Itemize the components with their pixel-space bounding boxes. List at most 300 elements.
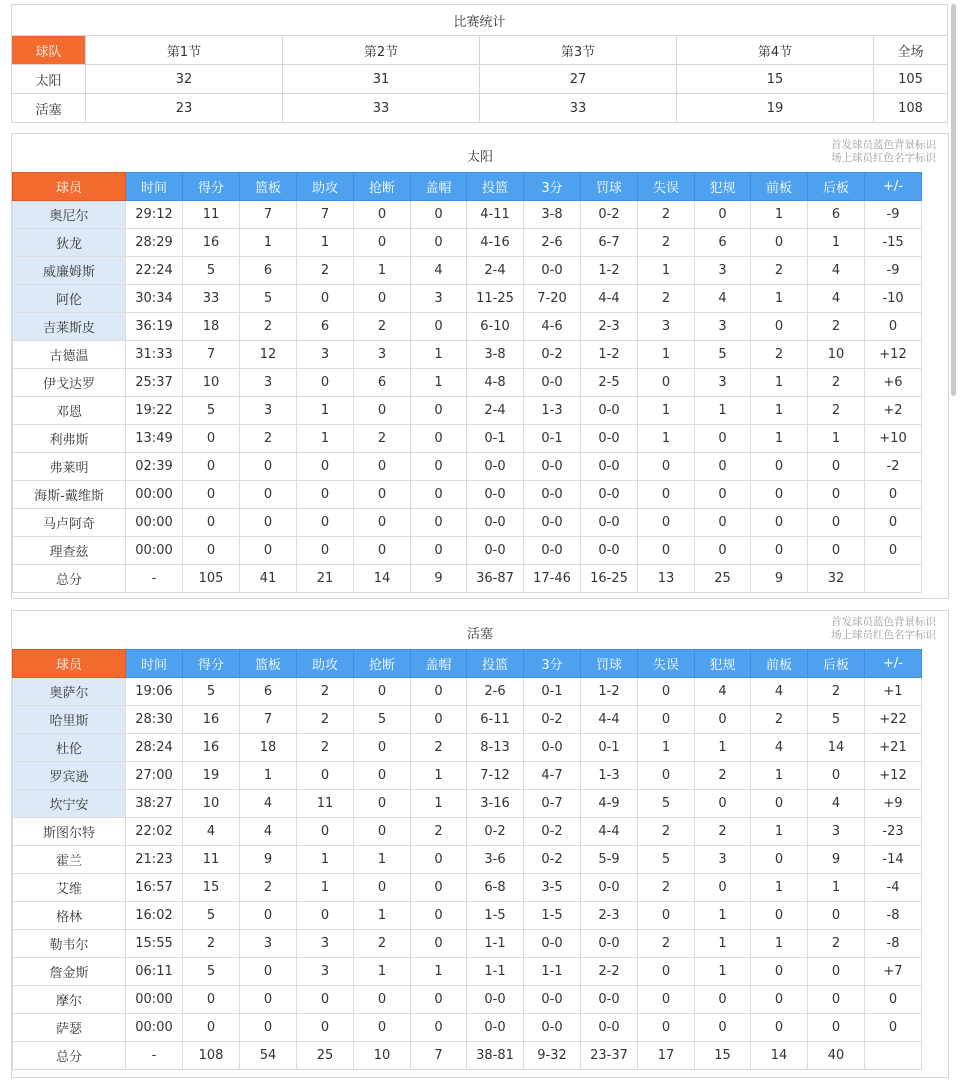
stat-ft: 1-3 <box>581 762 638 790</box>
oncourt-note: 场上球员红色名字标识 <box>831 629 936 641</box>
stat-steals: 2 <box>354 425 411 453</box>
stat-fg: 3-16 <box>467 790 524 818</box>
column-header-fg: 投篮 <box>467 173 524 201</box>
stat-rebounds: 9 <box>240 846 297 874</box>
stat-three-pt: 4-6 <box>524 313 581 341</box>
stat-blocks: 4 <box>411 257 467 285</box>
stat-ft: 2-2 <box>581 958 638 986</box>
stat-points: 19 <box>183 762 240 790</box>
stat-three-pt: 0-1 <box>524 425 581 453</box>
player-name: 哈里斯 <box>13 706 126 734</box>
stat-fg: 0-0 <box>467 453 524 481</box>
column-header-blocks: 盖帽 <box>411 650 467 678</box>
stat-blocks: 0 <box>411 678 467 706</box>
stat-def-reb: 3 <box>808 818 865 846</box>
stat-steals: 0 <box>354 397 411 425</box>
stat-off-reb: 1 <box>751 762 808 790</box>
stat-def-reb: 9 <box>808 846 865 874</box>
stats-header-row <box>13 173 922 201</box>
player-name: 理查兹 <box>13 537 126 565</box>
stat-off-reb: 4 <box>751 734 808 762</box>
total-assists: 21 <box>297 565 354 593</box>
summary-header-row <box>12 36 948 65</box>
stat-three-pt: 0-7 <box>524 790 581 818</box>
team-boxscore-panel <box>11 133 949 599</box>
stat-minutes: 00:00 <box>126 537 183 565</box>
stat-plus-minus: 0 <box>865 537 922 565</box>
stat-def-reb: 0 <box>808 902 865 930</box>
stat-blocks: 1 <box>411 369 467 397</box>
stat-off-reb: 0 <box>751 790 808 818</box>
total-def-reb: 32 <box>808 565 865 593</box>
player-row <box>13 902 922 930</box>
stat-steals: 3 <box>354 341 411 369</box>
stat-points: 10 <box>183 369 240 397</box>
summary-header-q3: 第3节 <box>480 36 677 65</box>
stat-turnovers: 2 <box>638 201 695 229</box>
stat-fg: 1-1 <box>467 930 524 958</box>
stat-minutes: 25:37 <box>126 369 183 397</box>
stat-points: 0 <box>183 1014 240 1042</box>
stat-plus-minus: -9 <box>865 201 922 229</box>
stat-assists: 0 <box>297 902 354 930</box>
stat-plus-minus: -2 <box>865 453 922 481</box>
summary-q4-score: 15 <box>677 65 874 94</box>
stat-minutes: 15:55 <box>126 930 183 958</box>
stat-steals: 1 <box>354 257 411 285</box>
player-row <box>13 706 922 734</box>
summary-header-q4: 第4节 <box>677 36 874 65</box>
stat-blocks: 0 <box>411 481 467 509</box>
totals-label: 总分 <box>13 565 126 593</box>
stat-blocks: 0 <box>411 313 467 341</box>
stat-ft: 2-3 <box>581 902 638 930</box>
stat-turnovers: 2 <box>638 930 695 958</box>
starter-note: 首发球员蓝色背景标识 <box>831 616 936 628</box>
stat-blocks: 0 <box>411 229 467 257</box>
column-header-three-pt: 3分 <box>524 173 581 201</box>
stat-points: 0 <box>183 481 240 509</box>
stat-turnovers: 0 <box>638 509 695 537</box>
stat-fg: 2-4 <box>467 257 524 285</box>
player-row <box>13 986 922 1014</box>
stat-steals: 0 <box>354 762 411 790</box>
stat-three-pt: 3-8 <box>524 201 581 229</box>
stat-plus-minus: -4 <box>865 874 922 902</box>
stat-blocks: 0 <box>411 397 467 425</box>
stat-off-reb: 1 <box>751 369 808 397</box>
player-name: 坎宁安 <box>13 790 126 818</box>
stat-def-reb: 14 <box>808 734 865 762</box>
stats-header-row <box>13 650 922 678</box>
total-minutes: - <box>126 1042 183 1070</box>
stat-ft: 0-0 <box>581 509 638 537</box>
stat-def-reb: 6 <box>808 201 865 229</box>
column-header-ft: 罚球 <box>581 650 638 678</box>
stat-assists: 0 <box>297 1014 354 1042</box>
stat-def-reb: 0 <box>808 762 865 790</box>
total-turnovers: 17 <box>638 1042 695 1070</box>
stat-off-reb: 0 <box>751 846 808 874</box>
stat-points: 5 <box>183 397 240 425</box>
stat-turnovers: 0 <box>638 958 695 986</box>
stat-assists: 0 <box>297 762 354 790</box>
stat-rebounds: 4 <box>240 790 297 818</box>
player-name: 萨瑟 <box>13 1014 126 1042</box>
stat-points: 7 <box>183 341 240 369</box>
player-name: 狄龙 <box>13 229 126 257</box>
stat-turnovers: 5 <box>638 790 695 818</box>
column-header-fouls: 犯规 <box>695 650 751 678</box>
stat-off-reb: 0 <box>751 902 808 930</box>
quarter-summary-table <box>11 4 948 123</box>
column-header-off-reb: 前板 <box>751 173 808 201</box>
stat-points: 2 <box>183 930 240 958</box>
stat-ft: 6-7 <box>581 229 638 257</box>
player-row <box>13 874 922 902</box>
stat-off-reb: 0 <box>751 986 808 1014</box>
stat-def-reb: 4 <box>808 285 865 313</box>
stat-ft: 4-4 <box>581 818 638 846</box>
player-row <box>13 341 922 369</box>
column-header-off-reb: 前板 <box>751 650 808 678</box>
column-header-plus-minus: +/- <box>865 650 922 678</box>
stat-points: 0 <box>183 537 240 565</box>
stat-steals: 6 <box>354 369 411 397</box>
stat-rebounds: 0 <box>240 902 297 930</box>
total-turnovers: 13 <box>638 565 695 593</box>
column-header-steals: 抢断 <box>354 173 411 201</box>
stat-plus-minus: 0 <box>865 986 922 1014</box>
stat-three-pt: 0-2 <box>524 818 581 846</box>
stat-steals: 2 <box>354 313 411 341</box>
stat-fouls: 1 <box>695 902 751 930</box>
player-row <box>13 818 922 846</box>
stat-steals: 0 <box>354 537 411 565</box>
stat-rebounds: 4 <box>240 818 297 846</box>
stat-plus-minus: +12 <box>865 341 922 369</box>
stat-def-reb: 1 <box>808 229 865 257</box>
stat-three-pt: 0-2 <box>524 846 581 874</box>
stat-off-reb: 0 <box>751 481 808 509</box>
stat-rebounds: 0 <box>240 958 297 986</box>
stat-turnovers: 0 <box>638 762 695 790</box>
stat-assists: 0 <box>297 481 354 509</box>
stat-rebounds: 3 <box>240 930 297 958</box>
player-name: 奥萨尔 <box>13 678 126 706</box>
stat-plus-minus: 0 <box>865 509 922 537</box>
stat-fouls: 1 <box>695 958 751 986</box>
stat-three-pt: 0-0 <box>524 537 581 565</box>
stat-turnovers: 0 <box>638 481 695 509</box>
column-header-points: 得分 <box>183 173 240 201</box>
stat-fouls: 3 <box>695 846 751 874</box>
stat-minutes: 00:00 <box>126 481 183 509</box>
total-fouls: 15 <box>695 1042 751 1070</box>
stat-minutes: 00:00 <box>126 1014 183 1042</box>
stat-minutes: 38:27 <box>126 790 183 818</box>
stat-plus-minus: 0 <box>865 481 922 509</box>
total-plus-minus <box>865 1042 922 1070</box>
stat-turnovers: 0 <box>638 453 695 481</box>
stat-blocks: 0 <box>411 846 467 874</box>
stat-points: 5 <box>183 902 240 930</box>
stat-off-reb: 1 <box>751 397 808 425</box>
total-three-pt: 17-46 <box>524 565 581 593</box>
column-header-points: 得分 <box>183 650 240 678</box>
stat-turnovers: 0 <box>638 537 695 565</box>
stat-plus-minus: 0 <box>865 1014 922 1042</box>
player-name: 霍兰 <box>13 846 126 874</box>
stat-fg: 0-0 <box>467 537 524 565</box>
stat-minutes: 22:24 <box>126 257 183 285</box>
stat-three-pt: 0-0 <box>524 1014 581 1042</box>
stat-steals: 0 <box>354 986 411 1014</box>
stat-plus-minus: +12 <box>865 762 922 790</box>
stat-blocks: 3 <box>411 285 467 313</box>
total-fg: 36-87 <box>467 565 524 593</box>
stat-minutes: 29:12 <box>126 201 183 229</box>
stat-rebounds: 12 <box>240 341 297 369</box>
stat-three-pt: 1-3 <box>524 397 581 425</box>
stat-fouls: 0 <box>695 201 751 229</box>
stat-def-reb: 2 <box>808 930 865 958</box>
stat-assists: 3 <box>297 958 354 986</box>
stat-plus-minus: -15 <box>865 229 922 257</box>
player-row <box>13 678 922 706</box>
stat-turnovers: 1 <box>638 341 695 369</box>
player-row <box>13 537 922 565</box>
stat-steals: 1 <box>354 846 411 874</box>
stat-ft: 0-1 <box>581 734 638 762</box>
stat-three-pt: 0-0 <box>524 257 581 285</box>
total-steals: 10 <box>354 1042 411 1070</box>
summary-q1-score: 23 <box>86 94 283 123</box>
stat-assists: 3 <box>297 341 354 369</box>
stat-fg: 4-8 <box>467 369 524 397</box>
stat-ft: 0-0 <box>581 397 638 425</box>
stat-rebounds: 0 <box>240 986 297 1014</box>
stat-def-reb: 2 <box>808 313 865 341</box>
totals-label: 总分 <box>13 1042 126 1070</box>
player-name: 利弗斯 <box>13 425 126 453</box>
stat-off-reb: 1 <box>751 874 808 902</box>
stat-fouls: 0 <box>695 790 751 818</box>
team-title: 活塞 <box>466 627 493 642</box>
player-row <box>13 958 922 986</box>
totals-row <box>13 565 922 593</box>
column-header-steals: 抢断 <box>354 650 411 678</box>
stat-steals: 0 <box>354 790 411 818</box>
player-name: 海斯-戴维斯 <box>13 481 126 509</box>
stat-def-reb: 0 <box>808 1014 865 1042</box>
stat-points: 18 <box>183 313 240 341</box>
stat-assists: 11 <box>297 790 354 818</box>
stat-turnovers: 3 <box>638 313 695 341</box>
stat-def-reb: 1 <box>808 425 865 453</box>
stat-minutes: 28:30 <box>126 706 183 734</box>
stat-fouls: 4 <box>695 285 751 313</box>
stat-off-reb: 2 <box>751 341 808 369</box>
team-boxscore-panel <box>11 610 949 1078</box>
stat-fg: 2-4 <box>467 397 524 425</box>
total-off-reb: 14 <box>751 1042 808 1070</box>
stat-fouls: 0 <box>695 425 751 453</box>
stat-off-reb: 0 <box>751 1014 808 1042</box>
stat-ft: 0-0 <box>581 425 638 453</box>
stat-plus-minus: +21 <box>865 734 922 762</box>
player-name: 奥尼尔 <box>13 201 126 229</box>
stat-minutes: 31:33 <box>126 341 183 369</box>
stat-def-reb: 2 <box>808 678 865 706</box>
stat-minutes: 06:11 <box>126 958 183 986</box>
stat-blocks: 0 <box>411 930 467 958</box>
stat-minutes: 30:34 <box>126 285 183 313</box>
stat-fg: 4-16 <box>467 229 524 257</box>
stat-minutes: 00:00 <box>126 509 183 537</box>
stat-assists: 0 <box>297 285 354 313</box>
total-ft: 16-25 <box>581 565 638 593</box>
summary-q3-score: 27 <box>480 65 677 94</box>
stat-ft: 0-0 <box>581 874 638 902</box>
stat-three-pt: 1-1 <box>524 958 581 986</box>
stat-assists: 1 <box>297 425 354 453</box>
stat-plus-minus: -8 <box>865 902 922 930</box>
stat-def-reb: 2 <box>808 397 865 425</box>
stat-rebounds: 1 <box>240 229 297 257</box>
stat-assists: 1 <box>297 229 354 257</box>
stat-steals: 0 <box>354 874 411 902</box>
stat-fouls: 0 <box>695 706 751 734</box>
stat-steals: 0 <box>354 734 411 762</box>
stat-fouls: 4 <box>695 678 751 706</box>
stat-fg: 0-1 <box>467 425 524 453</box>
stat-minutes: 22:02 <box>126 818 183 846</box>
stat-def-reb: 1 <box>808 874 865 902</box>
stat-def-reb: 5 <box>808 706 865 734</box>
stat-rebounds: 2 <box>240 874 297 902</box>
stat-turnovers: 0 <box>638 369 695 397</box>
stat-minutes: 19:06 <box>126 678 183 706</box>
stat-points: 5 <box>183 257 240 285</box>
total-rebounds: 54 <box>240 1042 297 1070</box>
summary-team-name: 太阳 <box>12 65 86 94</box>
stat-ft: 0-2 <box>581 201 638 229</box>
stat-assists: 0 <box>297 453 354 481</box>
column-header-player: 球员 <box>13 650 126 678</box>
total-fouls: 25 <box>695 565 751 593</box>
stat-blocks: 0 <box>411 874 467 902</box>
stat-plus-minus: +6 <box>865 369 922 397</box>
stat-assists: 6 <box>297 313 354 341</box>
stat-three-pt: 3-5 <box>524 874 581 902</box>
stat-three-pt: 0-0 <box>524 481 581 509</box>
summary-header-q1: 第1节 <box>86 36 283 65</box>
stat-fg: 6-11 <box>467 706 524 734</box>
stat-rebounds: 0 <box>240 481 297 509</box>
oncourt-note: 场上球员红色名字标识 <box>831 152 936 164</box>
summary-total-score: 105 <box>874 65 948 94</box>
stat-rebounds: 7 <box>240 201 297 229</box>
player-name: 詹金斯 <box>13 958 126 986</box>
column-header-assists: 助攻 <box>297 650 354 678</box>
page-scrollbar[interactable] <box>951 4 956 396</box>
stat-blocks: 2 <box>411 818 467 846</box>
panel-header <box>12 134 948 172</box>
stat-rebounds: 2 <box>240 313 297 341</box>
stat-blocks: 1 <box>411 341 467 369</box>
totals-row <box>13 1042 922 1070</box>
column-header-minutes: 时间 <box>126 650 183 678</box>
stat-steals: 1 <box>354 958 411 986</box>
stat-blocks: 1 <box>411 790 467 818</box>
stat-blocks: 0 <box>411 509 467 537</box>
summary-row <box>12 65 948 94</box>
stat-points: 4 <box>183 818 240 846</box>
summary-header-total: 全场 <box>874 36 948 65</box>
stat-rebounds: 2 <box>240 425 297 453</box>
stat-steals: 0 <box>354 453 411 481</box>
stat-rebounds: 18 <box>240 734 297 762</box>
stat-off-reb: 0 <box>751 537 808 565</box>
player-name: 威廉姆斯 <box>13 257 126 285</box>
stat-assists: 0 <box>297 537 354 565</box>
stat-ft: 4-4 <box>581 706 638 734</box>
player-name: 阿伦 <box>13 285 126 313</box>
stat-points: 15 <box>183 874 240 902</box>
player-row <box>13 425 922 453</box>
stat-steals: 0 <box>354 481 411 509</box>
stat-blocks: 1 <box>411 958 467 986</box>
stat-three-pt: 0-0 <box>524 986 581 1014</box>
stat-off-reb: 1 <box>751 425 808 453</box>
stat-ft: 0-0 <box>581 986 638 1014</box>
stat-off-reb: 1 <box>751 818 808 846</box>
column-header-minutes: 时间 <box>126 173 183 201</box>
stat-assists: 2 <box>297 734 354 762</box>
player-name: 格林 <box>13 902 126 930</box>
player-name: 斯图尔特 <box>13 818 126 846</box>
stat-minutes: 16:57 <box>126 874 183 902</box>
player-row <box>13 734 922 762</box>
stat-ft: 5-9 <box>581 846 638 874</box>
player-name: 伊戈达罗 <box>13 369 126 397</box>
stat-off-reb: 2 <box>751 706 808 734</box>
stat-plus-minus: +10 <box>865 425 922 453</box>
summary-q1-score: 32 <box>86 65 283 94</box>
player-row <box>13 201 922 229</box>
stat-off-reb: 1 <box>751 201 808 229</box>
summary-total-score: 108 <box>874 94 948 123</box>
column-header-blocks: 盖帽 <box>411 173 467 201</box>
column-header-def-reb: 后板 <box>808 173 865 201</box>
player-name: 马卢阿奇 <box>13 509 126 537</box>
stat-rebounds: 1 <box>240 762 297 790</box>
summary-row <box>12 94 948 123</box>
stat-turnovers: 2 <box>638 874 695 902</box>
column-header-fouls: 犯规 <box>695 173 751 201</box>
stat-plus-minus: -14 <box>865 846 922 874</box>
column-header-turnovers: 失误 <box>638 173 695 201</box>
stat-def-reb: 0 <box>808 958 865 986</box>
stat-fouls: 3 <box>695 313 751 341</box>
stat-fouls: 6 <box>695 229 751 257</box>
total-def-reb: 40 <box>808 1042 865 1070</box>
stat-fg: 7-12 <box>467 762 524 790</box>
summary-q4-score: 19 <box>677 94 874 123</box>
column-header-three-pt: 3分 <box>524 650 581 678</box>
stat-points: 16 <box>183 734 240 762</box>
